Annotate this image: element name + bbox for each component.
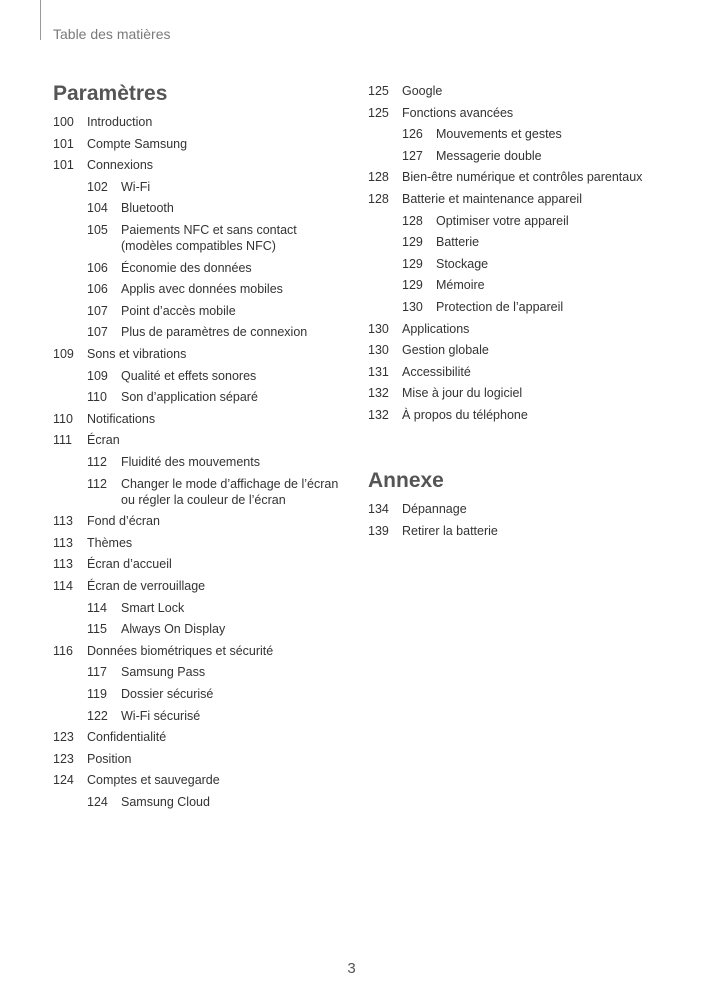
- toc-entry-label-line: Données biométriques et sécurité: [87, 643, 274, 658]
- toc-entry-label-line: Confidentialité: [87, 730, 167, 745]
- toc-entry-label-line: Batterie: [436, 235, 480, 250]
- toc-entry-label: [436, 299, 563, 315]
- toc-entry-label: [402, 523, 498, 539]
- toc-entry-label: [121, 794, 210, 810]
- toc-page-number: 131: [368, 364, 389, 379]
- toc-page-number: 114: [87, 600, 107, 615]
- toc-page-number: 114: [53, 579, 73, 593]
- toc-entry-label-line: Plus de paramètres de connexion: [121, 325, 308, 340]
- toc-entry-label-line: Gestion globale: [402, 343, 489, 358]
- toc-page-number: 130: [368, 321, 389, 336]
- toc-entry-label-line: Optimiser votre appareil: [436, 213, 569, 228]
- toc-page-number: 134: [368, 502, 389, 516]
- toc-entry-label-line: Fluidité des mouvements: [121, 455, 260, 469]
- toc-entry-label-line: Google: [402, 84, 443, 98]
- toc-entry-label-line: Accessibilité: [402, 364, 471, 379]
- toc-entry-label: [121, 621, 225, 637]
- toc-page-number: 101: [53, 158, 74, 173]
- toc-page-number: 113: [53, 535, 73, 550]
- toc-entry-label-line: Wi-Fi: [121, 179, 151, 194]
- toc-page-number: 128: [368, 192, 389, 206]
- toc-entry-label-line: Fond d’écran: [87, 514, 160, 529]
- toc-page-number: 117: [87, 665, 107, 680]
- header-rule: [40, 0, 41, 40]
- toc-entry-label: [121, 200, 174, 216]
- toc-entry-label-line: Wi-Fi sécurisé: [121, 708, 201, 723]
- toc-page-number: 102: [87, 179, 108, 194]
- toc-entry-label-line: Changer le mode d’affichage de l’écran: [121, 476, 339, 491]
- toc-entry-label-line: Son d’application séparé: [121, 390, 258, 405]
- running-header: Table des matières: [53, 26, 171, 42]
- toc-entry-label: [436, 256, 488, 272]
- toc-entry-label: [436, 148, 542, 164]
- toc-page-number: 100: [53, 115, 74, 129]
- toc-entry-label-line: Mouvements et gestes: [436, 127, 562, 142]
- toc-page-number: 109: [87, 368, 108, 383]
- toc-entry-label: [87, 411, 155, 427]
- toc-page-number: 130: [402, 300, 423, 314]
- toc-entry-label-line: Messagerie double: [436, 148, 542, 163]
- toc-entry-label-line: Samsung Cloud: [121, 795, 210, 809]
- toc-page-number: 126: [402, 127, 423, 142]
- toc-entry-label: [87, 556, 172, 572]
- toc-page-number: 122: [87, 708, 108, 723]
- toc-entry-label: [121, 686, 213, 702]
- toc-entry-label: [402, 407, 528, 423]
- toc-entry-label: [436, 277, 485, 293]
- toc-page-number: 129: [402, 235, 423, 250]
- toc-entry-label-line: À propos du téléphone: [402, 408, 528, 422]
- toc-entry-label: [402, 321, 469, 337]
- toc-entry-label: [87, 136, 187, 152]
- toc-page-number: 123: [53, 730, 74, 745]
- toc-entry-label-line: Dépannage: [402, 502, 467, 516]
- toc-entry-label-line: Notifications: [87, 411, 156, 426]
- toc-entry-label: [121, 454, 260, 470]
- toc-entry-label: [121, 708, 200, 724]
- toc-entry-label: [402, 191, 582, 207]
- toc-entry-label-line: Connexions: [87, 158, 154, 173]
- toc-page-number: 129: [402, 278, 423, 293]
- toc-entry-label-line: Écran: [87, 433, 120, 448]
- section-title-annexe: Annexe: [368, 469, 444, 492]
- toc-entry-label-line: Applications: [402, 321, 470, 336]
- toc-page-number: 107: [87, 325, 108, 340]
- toc-entry-label: [87, 535, 132, 551]
- toc-page-number: 110: [87, 390, 107, 405]
- toc-entry-label-line: Applis avec données mobiles: [121, 282, 283, 297]
- toc-entry-label-line: Introduction: [87, 115, 153, 129]
- toc-page-number: 125: [368, 105, 389, 120]
- toc-entry-label: [121, 303, 236, 319]
- toc-entry-label: [436, 126, 562, 142]
- toc-entry-label-line: Sons et vibrations: [87, 347, 187, 361]
- toc-entry-label: [402, 169, 642, 185]
- toc-entry-label-line: Mise à jour du logiciel: [402, 386, 523, 401]
- toc-entry-label: [402, 342, 489, 358]
- toc-entry-label: [121, 324, 307, 340]
- toc-page-number: 113: [53, 514, 73, 529]
- toc-entry-label-line: Thèmes: [87, 535, 133, 550]
- toc-entry-label: [87, 432, 120, 448]
- toc-entry-label-line: Position: [87, 751, 132, 766]
- toc-entry-label-line: Dossier sécurisé: [121, 687, 214, 701]
- toc-page-number: 110: [53, 411, 73, 426]
- toc-page-number: 139: [368, 523, 389, 538]
- toc-page-number: 128: [402, 213, 423, 228]
- toc-page-number: 124: [87, 795, 108, 809]
- toc-entry-label-line: Stockage: [436, 256, 489, 271]
- toc-entry-label-line: Protection de l’appareil: [436, 300, 564, 314]
- toc-entry-label-line: Économie des données: [121, 260, 252, 275]
- toc-entry-label-line: Mémoire: [436, 278, 485, 293]
- toc-entry-label: [121, 179, 150, 195]
- toc-entry-label-line: Bien-être numérique et contrôles parentaux: [402, 170, 643, 185]
- toc-entry-label-line: Batterie et maintenance appareil: [402, 192, 582, 206]
- toc-entry-label-line: Smart Lock: [121, 600, 185, 615]
- toc-entry-label: [402, 385, 522, 401]
- toc-entry-label: [87, 751, 131, 767]
- toc-entry-label: [121, 222, 297, 254]
- toc-page-number: 112: [87, 455, 107, 469]
- toc-page-number: 111: [53, 433, 73, 448]
- toc-entry-label: [121, 260, 252, 276]
- toc-page-number: 130: [368, 343, 389, 358]
- toc-page-number: 129: [402, 256, 423, 271]
- toc-entry-label-line: ou régler la couleur de l’écran: [121, 492, 286, 507]
- toc-entry-label-line: Bluetooth: [121, 201, 174, 216]
- toc-page-number: 113: [53, 557, 73, 572]
- toc-entry-label: [436, 213, 569, 229]
- section-title-parametres: Paramètres: [53, 82, 168, 105]
- toc-entry-label-line: Fonctions avancées: [402, 105, 514, 120]
- toc-entry-label: [87, 643, 273, 659]
- toc-entry-label: [121, 281, 283, 297]
- toc-entry-label-line: Paiements NFC et sans contact: [121, 223, 297, 237]
- toc-entry-label: [402, 105, 513, 121]
- toc-entry-label-line: (modèles compatibles NFC): [121, 239, 276, 253]
- toc-entry-label: [121, 600, 184, 616]
- toc-page-number: 112: [87, 476, 107, 491]
- toc-page-number: 101: [53, 136, 74, 151]
- toc-entry-label-line: Comptes et sauvegarde: [87, 773, 220, 788]
- toc-page-number: 125: [368, 84, 389, 98]
- toc-page-number: 116: [53, 643, 73, 658]
- toc-page-number: 128: [368, 170, 389, 185]
- toc-entry-label: [121, 664, 205, 680]
- toc-page-number: 104: [87, 201, 108, 216]
- toc-entry-label-line: Point d’accès mobile: [121, 303, 236, 318]
- toc-entry-label: [121, 476, 338, 508]
- toc-entry-label: [87, 346, 186, 362]
- toc-entry-label: [87, 729, 166, 745]
- toc-page-number: 132: [368, 408, 389, 422]
- toc-entry-label: [402, 83, 442, 99]
- toc-entry-label-line: Always On Display: [121, 622, 226, 637]
- toc-entry-label: [87, 157, 153, 173]
- toc-entry-label-line: Retirer la batterie: [402, 523, 498, 538]
- toc-entry-label: [87, 772, 220, 788]
- toc-page-number: 106: [87, 282, 108, 297]
- toc-entry-label: [121, 368, 256, 384]
- toc-page-number: 127: [402, 148, 423, 163]
- toc-entry-label: [87, 578, 205, 594]
- toc-page-number: 132: [368, 386, 389, 401]
- toc-page-number: 123: [53, 751, 74, 766]
- toc-page-number: 107: [87, 303, 108, 318]
- toc-page-number: 115: [87, 622, 107, 637]
- toc-page-number: 105: [87, 223, 108, 237]
- toc-entry-label: [87, 513, 160, 529]
- page-number: 3: [347, 960, 356, 977]
- toc-entry-label-line: Compte Samsung: [87, 136, 188, 151]
- toc-entry-label: [436, 234, 479, 250]
- toc-page-number: 109: [53, 347, 74, 361]
- toc-entry-label-line: Écran d’accueil: [87, 557, 172, 572]
- toc-entry-label: [87, 114, 152, 130]
- toc-entry-label-line: Samsung Pass: [121, 665, 206, 680]
- toc-entry-label: [121, 389, 258, 405]
- toc-page-number: 119: [87, 687, 107, 701]
- toc-entry-label-line: Écran de verrouillage: [87, 579, 206, 593]
- toc-entry-label: [402, 501, 467, 517]
- toc-entry-label: [402, 364, 471, 380]
- toc-page-number: 124: [53, 773, 74, 788]
- toc-page-number: 106: [87, 260, 108, 275]
- toc-entry-label-line: Qualité et effets sonores: [121, 368, 257, 383]
